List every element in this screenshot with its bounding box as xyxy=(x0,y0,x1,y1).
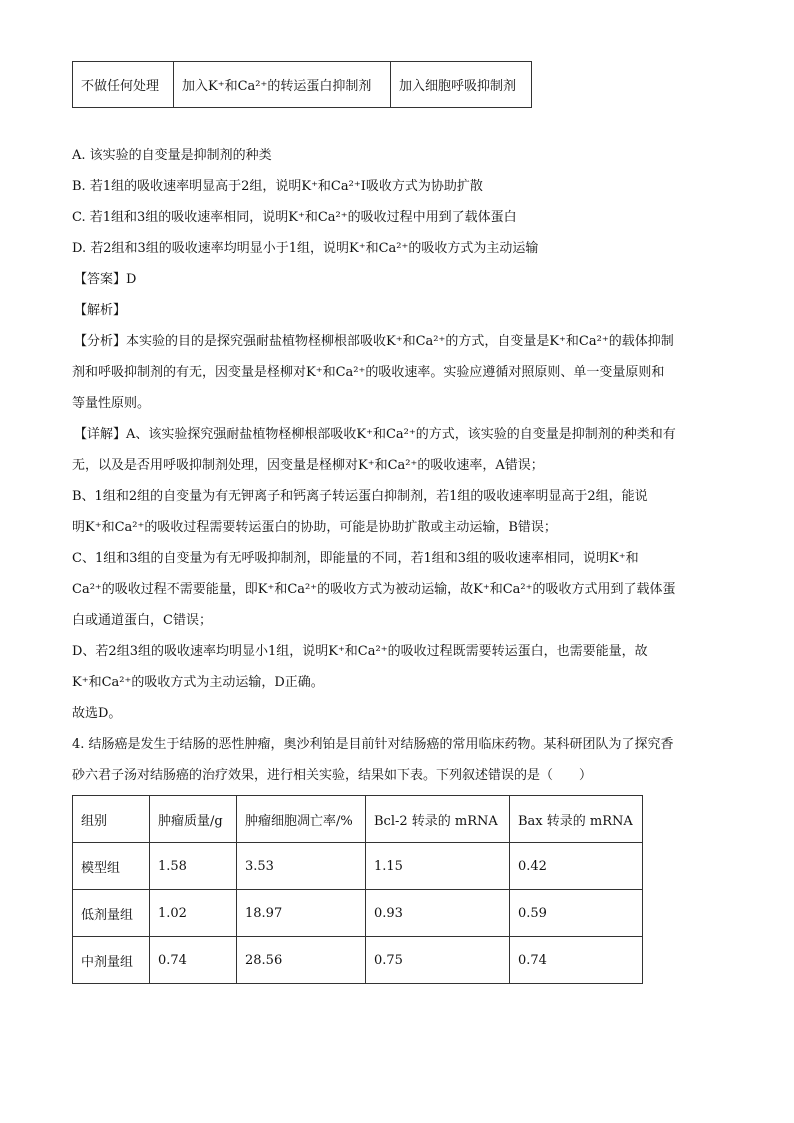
table-cell: 0.42 xyxy=(510,843,643,890)
table-row xyxy=(73,843,643,890)
detail-paragraph-line: D、若2组3组的吸收速率均明显小1组，说明K⁺和Ca²⁺的吸收过程既需要转运蛋白，也需要能量，故 xyxy=(72,644,648,659)
answer-line: 【答案】D xyxy=(74,272,137,287)
table-cell: 0.74 xyxy=(510,937,643,984)
column-header: Bcl-2 转录的 mRNA xyxy=(366,796,510,843)
detail-paragraph-line: 无，以及是否用呼吸抑制剂处理，因变量是柽柳对K⁺和Ca²⁺的吸收速率，A错误； xyxy=(72,458,544,473)
table-cell: 模型组 xyxy=(73,843,150,890)
table-cell: 0.74 xyxy=(150,937,237,984)
option-a: A. 该实验的自变量是抑制剂的种类 xyxy=(72,148,272,163)
table-cell: 1.58 xyxy=(150,843,237,890)
option-c: C. 若1组和3组的吸收速率相同，说明K⁺和Ca²⁺的吸收过程中用到了载体蛋白 xyxy=(72,210,517,225)
table-row xyxy=(73,62,532,108)
column-header: 肿瘤细胞凋亡率/% xyxy=(237,796,366,843)
table-cell: 低剂量组 xyxy=(73,890,150,937)
detail-paragraph-line: 故选D。 xyxy=(72,706,122,721)
table-cell: 中剂量组 xyxy=(73,937,150,984)
column-header: 肿瘤质量/g xyxy=(150,796,237,843)
detail-paragraph-line: B、1组和2组的自变量为有无钾离子和钙离子转运蛋白抑制剂，若1组的吸收速率明显高于2组，能说 xyxy=(72,489,648,504)
table-cell: 加入细胞呼吸抑制剂 xyxy=(391,62,532,108)
table-cell: 1.15 xyxy=(366,843,510,890)
detail-paragraph-line: K⁺和Ca²⁺的吸收方式为主动运输，D正确。 xyxy=(72,675,324,690)
table-row xyxy=(73,937,643,984)
analysis-paragraph-line: 剂和呼吸抑制剂的有无，因变量是柽柳对K⁺和Ca²⁺的吸收速率。实验应遵循对照原则、单一变量原则和 xyxy=(72,365,665,380)
detail-paragraph-line: 白或通道蛋白，C错误； xyxy=(72,613,212,628)
table-cell: 1.02 xyxy=(150,890,237,937)
option-b: B. 若1组的吸收速率明显高于2组，说明K⁺和Ca²⁺I吸收方式为协助扩散 xyxy=(72,179,483,194)
analysis-paragraph-line: 等量性原则。 xyxy=(72,396,151,411)
table-cell: 28.56 xyxy=(237,937,366,984)
table-cell: 0.93 xyxy=(366,890,510,937)
detail-paragraph-line: 明K⁺和Ca²⁺的吸收过程需要转运蛋白的协助，可能是协助扩散或主动运输，B错误； xyxy=(72,520,557,535)
table-cell: 3.53 xyxy=(237,843,366,890)
column-header: 组别 xyxy=(73,796,150,843)
table-cell: 0.75 xyxy=(366,937,510,984)
analysis-paragraph-line: 【分析】本实验的目的是探究强耐盐植物柽柳根部吸收K⁺和Ca²⁺的方式，自变量是K⁺和Ca²⁺的载体抑制 xyxy=(74,334,674,349)
table-header-row xyxy=(73,796,643,843)
table-cell: 加入K⁺和Ca²⁺的转运蛋白抑制剂 xyxy=(174,62,391,108)
analysis-label: 【解析】 xyxy=(74,303,127,318)
question-4-line: 4. 结肠癌是发生于结肠的恶性肿瘤，奥沙利铂是目前针对结肠癌的常用临床药物。某科研团队为了探究香 xyxy=(72,737,674,752)
table-row xyxy=(73,890,643,937)
results-table xyxy=(72,795,643,984)
option-d: D. 若2组和3组的吸收速率均明显小于1组，说明K⁺和Ca²⁺的吸收方式为主动运输 xyxy=(72,241,539,256)
table-cell: 0.59 xyxy=(510,890,643,937)
detail-paragraph-line: 【详解】A、该实验探究强耐盐植物柽柳根部吸收K⁺和Ca²⁺的方式，该实验的自变量是抑制剂的种类和有 xyxy=(74,427,676,442)
detail-paragraph-line: C、1组和3组的自变量为有无呼吸抑制剂，即能量的不同，若1组和3组的吸收速率相同，说明K⁺和 xyxy=(72,551,639,566)
table-cell: 不做任何处理 xyxy=(73,62,174,108)
detail-paragraph-line: Ca²⁺的吸收过程不需要能量，即K⁺和Ca²⁺的吸收方式为被动运输，故K⁺和Ca²⁺的吸收方式用到了载体蛋 xyxy=(72,582,676,597)
table-cell: 18.97 xyxy=(237,890,366,937)
column-header: Bax 转录的 mRNA xyxy=(510,796,643,843)
treatment-table xyxy=(72,61,532,108)
question-4-line: 砂六君子汤对结肠癌的治疗效果，进行相关实验，结果如下表。下列叙述错误的是（ ） xyxy=(72,768,593,783)
